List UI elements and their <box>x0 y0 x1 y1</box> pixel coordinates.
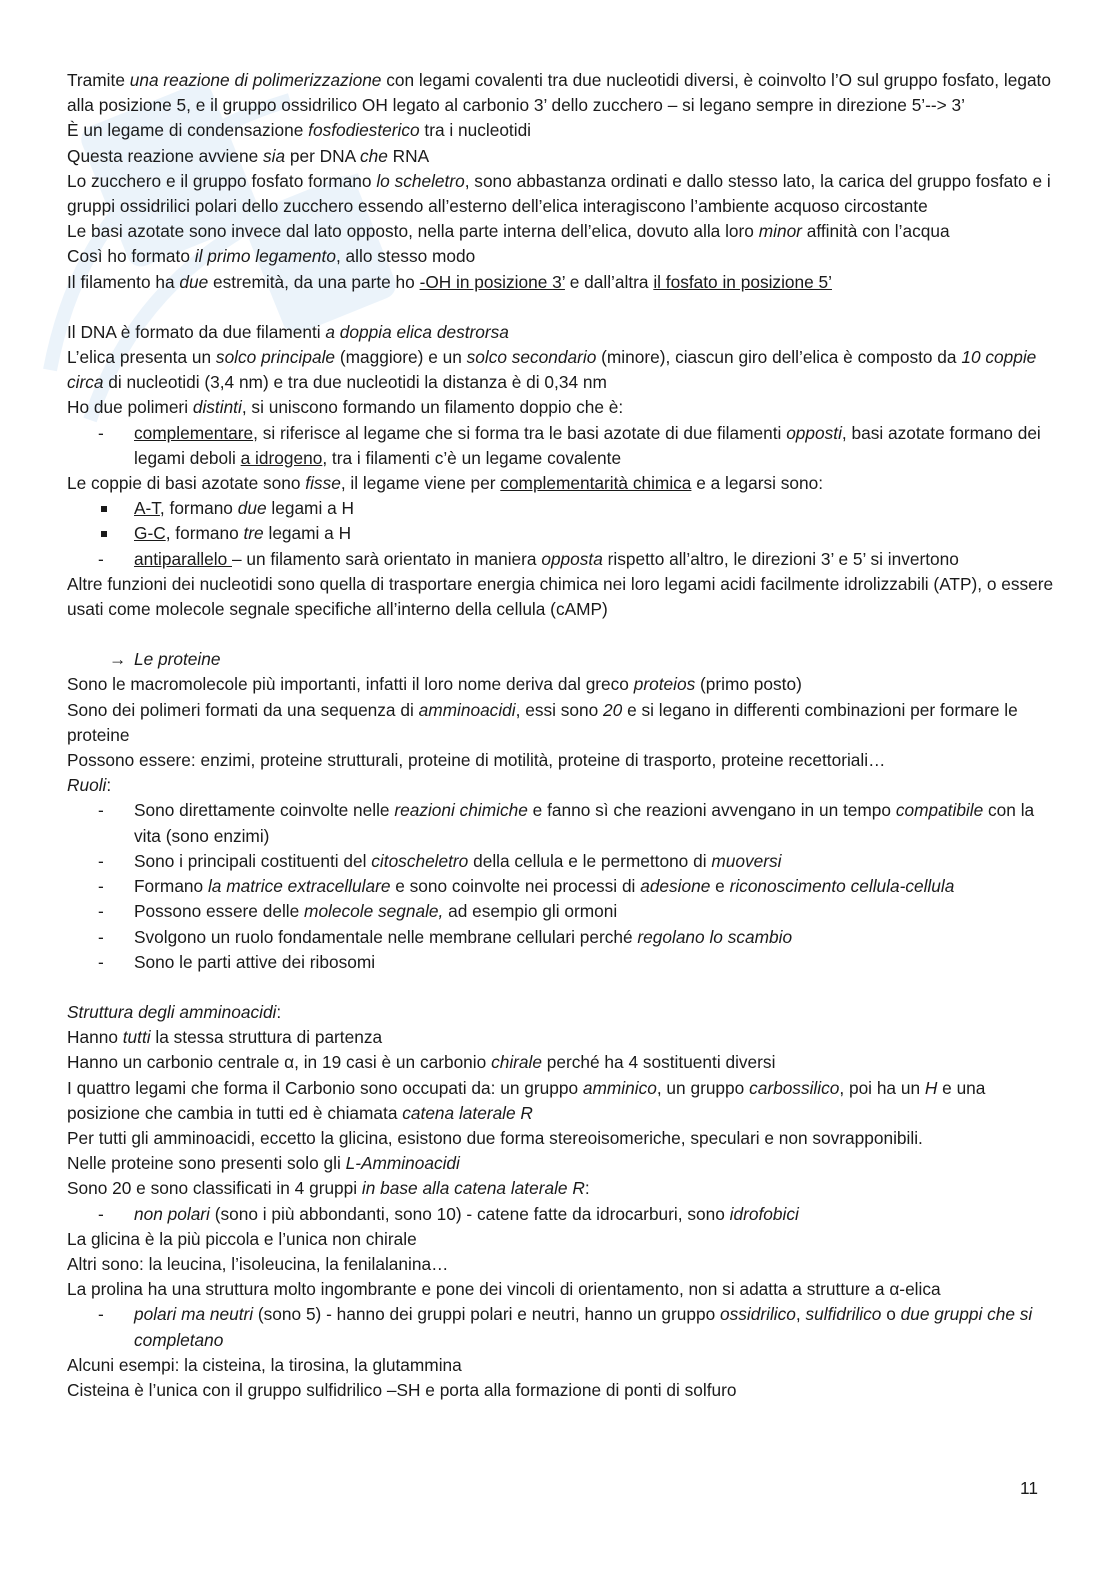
paragraph <box>67 572 1057 622</box>
underlined-text: -OH in posizione 3’ <box>419 271 565 292</box>
text-run: Le basi azotate sono invece dal lato opposto, nella parte interna dell’elica, dovuto alla loro <box>67 221 759 242</box>
arrow-icon: → <box>109 649 127 670</box>
text-run: tra i nucleotidi <box>419 120 532 141</box>
text-run: La glicina è la più piccola e l’unica non chirale <box>67 1228 417 1249</box>
paragraph <box>67 1252 1057 1277</box>
text-run: Sono 20 e sono classificati in 4 gruppi <box>67 1178 362 1199</box>
italic-text: 10 coppie circa <box>67 347 1037 393</box>
italic-text: Ruoli <box>67 775 107 796</box>
text-run: la stessa struttura di partenza <box>150 1027 383 1048</box>
text-run: di nucleotidi (3,4 nm) e tra due nucleotidi la distanza è di 0,34 nm <box>103 372 607 393</box>
text-run: Altri sono: la leucina, l’isoleucina, la fenilalanina… <box>67 1253 449 1274</box>
text-run: Il filamento ha <box>67 271 180 292</box>
italic-text: Struttura degli amminoacidi <box>67 1001 277 1022</box>
list-item <box>67 521 1057 546</box>
text-run: rispetto all’altro, le direzioni 3’ e 5’ si invertono <box>602 548 959 569</box>
underlined-text: antiparallelo <box>134 548 232 569</box>
text-run: Così ho formato <box>67 246 195 267</box>
paragraph <box>67 1277 1057 1302</box>
paragraph <box>67 1378 1057 1403</box>
text-run: legami a H <box>263 523 352 544</box>
italic-text: amminoacidi <box>418 699 516 720</box>
text-run: RNA <box>387 145 430 166</box>
paragraph <box>67 1126 1057 1151</box>
text-run: Nelle proteine sono presenti solo gli <box>67 1153 346 1174</box>
italic-text: solco principale <box>215 347 336 368</box>
text-run: Hanno un carbonio centrale α, in 19 casi è un carbonio <box>67 1052 492 1073</box>
italic-text: molecole segnale, <box>304 901 444 922</box>
italic-text: che <box>360 145 388 166</box>
text-run: , <box>795 1304 806 1325</box>
list-item <box>67 874 1057 899</box>
italic-text: due gruppi che si completano <box>134 1304 1033 1350</box>
italic-text: catena laterale R <box>402 1102 533 1123</box>
italic-text: distinti <box>192 397 242 418</box>
paragraph-gap <box>67 975 1057 1000</box>
italic-text: ossidrilico <box>720 1304 796 1325</box>
text-run: , formano <box>165 523 244 544</box>
text-run: , il legame viene per <box>340 473 501 494</box>
text-run: Possono essere delle <box>134 901 305 922</box>
paragraph <box>67 1151 1057 1176</box>
text-run: Alcuni esempi: la cisteina, la tirosina, la glutammina <box>67 1354 462 1375</box>
paragraph <box>67 1050 1057 1075</box>
text-run: Sono direttamente coinvolte nelle <box>134 800 395 821</box>
dash-bullet-icon: - <box>98 800 104 821</box>
underlined-text: il fosfato in posizione 5’ <box>653 271 832 292</box>
text-run: : <box>276 1001 282 1022</box>
italic-text: opposta <box>541 548 603 569</box>
underlined-text: complementare <box>134 422 254 443</box>
italic-text: Le proteine <box>134 649 221 670</box>
paragraph <box>67 1000 1057 1025</box>
italic-text: una reazione di polimerizzazione <box>129 70 382 90</box>
text-run: (maggiore) e un <box>335 347 467 368</box>
text-run: , sono abbastanza ordinati e dallo stesso lato, la carica del gruppo fosfato e i gruppi ossidrilici polari dello zucchero essendo all’esterno dell’elica interagiscono l’ambiente acquoso circostante <box>67 170 1051 217</box>
text-run: Possono essere: enzimi, proteine strutturali, proteine di motilità, proteine di trasporto, proteine recettoriali… <box>67 750 886 771</box>
text-run: perché ha 4 sostituenti diversi <box>541 1052 776 1073</box>
text-run: Sono i principali costituenti del <box>134 850 372 871</box>
text-run: con la vita (sono enzimi) <box>134 800 1035 846</box>
text-run: Sono le parti attive dei ribosomi <box>134 951 376 972</box>
text-run: – un filamento sarà orientato in maniera <box>232 548 542 569</box>
italic-text: a doppia elica destrorsa <box>325 321 509 342</box>
italic-text: compatibile <box>895 800 984 821</box>
text-run: legami a H <box>266 498 354 519</box>
text-run: , basi azotate formano dei legami deboli <box>134 422 1041 468</box>
text-run: affinità con l’acqua <box>801 221 950 242</box>
text-run: Altre funzioni dei nucleotidi sono quella di trasportare energia chimica nei loro legami acidi facilmente idrolizzabili (ATP), o essere usati come molecole segnale specifiche all’interno della cellula (cAMP) <box>67 573 1054 620</box>
dash-bullet-icon: - <box>98 850 104 871</box>
text-run: (primo posto) <box>695 674 802 695</box>
text-run: e fanno sì che reazioni avvengano in un tempo <box>527 800 896 821</box>
text-run: e sono coinvolte nei processi di <box>390 876 641 897</box>
text-run: , essi sono <box>515 699 604 720</box>
italic-text: il primo legamento <box>194 246 336 267</box>
dash-bullet-icon: - <box>98 1304 104 1325</box>
text-run: e <box>710 876 730 897</box>
text-run: , si riferisce al legame che si forma tra le basi azotate di due filamenti <box>253 422 787 443</box>
page-number: 11 <box>1020 1478 1038 1498</box>
paragraph <box>67 698 1057 748</box>
italic-text: opposti <box>786 422 842 443</box>
text-run: (minore), ciascun giro dell’elica è composto da <box>596 347 962 368</box>
paragraph <box>67 320 1057 345</box>
text-run: Hanno <box>67 1027 123 1048</box>
text-run: Svolgono un ruolo fondamentale nelle membrane cellulari perché <box>134 926 638 947</box>
italic-text: due <box>237 498 267 519</box>
list-item <box>67 547 1057 572</box>
underlined-text: complementarità chimica <box>500 473 692 494</box>
paragraph-gap <box>67 295 1057 320</box>
italic-text: carbossilico <box>749 1077 840 1098</box>
paragraph-gap <box>67 622 1057 647</box>
underlined-text: a idrogeno <box>240 447 323 468</box>
text-run: Per tutti gli amminoacidi, eccetto la glicina, esistono due forma stereoisomeriche, speculari e non sovrapponibili. <box>67 1127 923 1148</box>
text-run: , un gruppo <box>656 1077 750 1098</box>
text-run: Questa reazione avviene <box>67 145 263 166</box>
italic-text: sia <box>262 145 286 166</box>
text-run: Sono le macromolecole più importanti, infatti il loro nome deriva dal greco <box>67 674 634 695</box>
italic-text: non polari <box>134 1203 210 1224</box>
text-run: Tramite <box>67 70 130 90</box>
italic-text: solco secondario <box>466 347 597 368</box>
text-run: e a legarsi sono: <box>691 473 824 494</box>
dash-bullet-icon: - <box>98 1203 104 1224</box>
underlined-text: A-T <box>134 498 160 519</box>
italic-text: minor <box>758 221 802 242</box>
text-run: , poi ha un <box>839 1077 925 1098</box>
italic-text: tutti <box>122 1027 151 1048</box>
document-page <box>67 68 1057 1403</box>
text-run: Ho due polimeri <box>67 397 193 418</box>
list-item <box>67 849 1057 874</box>
text-run: per DNA <box>285 145 360 166</box>
italic-text: la matrice extracellulare <box>207 876 391 897</box>
underlined-text: G-C <box>134 523 166 544</box>
text-run: Il DNA è formato da due filamenti <box>67 321 326 342</box>
italic-text: reazioni chimiche <box>394 800 528 821</box>
text-run: Lo zucchero e il gruppo fosfato formano <box>67 170 377 191</box>
italic-text: 20 <box>603 699 623 720</box>
italic-text: fosfodiesterico <box>308 120 420 141</box>
text-run: della cellula e le permettono di <box>468 850 712 871</box>
italic-text: due <box>179 271 209 292</box>
text-run: La prolina ha una struttura molto ingombrante e pone dei vincoli di orientamento, non si adatta a strutture a α-elica <box>67 1279 941 1300</box>
italic-text: amminico <box>582 1077 657 1098</box>
paragraph <box>67 395 1057 420</box>
italic-text: sulfidrilico <box>805 1304 882 1325</box>
paragraph <box>67 773 1057 798</box>
italic-text: tre <box>243 523 264 544</box>
text-run: , tra i filamenti c’è un legame covalente <box>322 447 622 468</box>
text-run: Sono dei polimeri formati da una sequenza di <box>67 699 419 720</box>
list-item <box>67 421 1057 471</box>
italic-text: proteios <box>633 674 696 695</box>
text-run: ad esempio gli ormoni <box>443 901 618 922</box>
paragraph <box>67 169 1057 219</box>
dash-bullet-icon: - <box>98 422 104 443</box>
text-run: : <box>584 1178 590 1199</box>
text-run: con legami covalenti tra due nucleotidi diversi, è coinvolto l’O sul gruppo fosfato, legato alla posizione 5, e il gruppo ossidrilico OH legato al carbonio 3’ dello zucchero – si legano sempre in direzione 5’--> 3’ <box>67 70 1051 116</box>
italic-text: in base alla catena laterale R <box>361 1178 585 1199</box>
text-run: e si legano in differenti combinazioni per formare le proteine <box>67 699 1018 745</box>
text-run: , allo stesso modo <box>335 246 476 267</box>
italic-text: L-Amminoacidi <box>345 1153 460 1174</box>
text-run: L’elica presenta un <box>67 347 216 368</box>
text-run: Le coppie di basi azotate sono <box>67 473 306 494</box>
paragraph <box>67 672 1057 697</box>
dash-bullet-icon: - <box>98 548 104 569</box>
text-run: estremità, da una parte ho <box>208 271 420 292</box>
paragraph <box>67 1227 1057 1252</box>
dash-bullet-icon: - <box>98 926 104 947</box>
italic-text: regolano lo scambio <box>637 926 793 947</box>
italic-text: citoscheletro <box>371 850 469 871</box>
list-item <box>67 496 1057 521</box>
text-run: e dall’altra <box>564 271 654 292</box>
text-run: (sono i più abbondanti, sono 10) - catene fatte da idrocarburi, sono <box>209 1203 730 1224</box>
paragraph <box>67 748 1057 773</box>
paragraph <box>67 144 1057 169</box>
text-run: o <box>881 1304 901 1325</box>
text-run: , formano <box>159 498 238 519</box>
list-item <box>67 1202 1057 1227</box>
text-run: Formano <box>134 876 208 897</box>
dash-bullet-icon: - <box>98 951 104 972</box>
section-heading <box>67 647 1057 672</box>
paragraph <box>67 118 1057 143</box>
list-item <box>67 1302 1057 1352</box>
text-run: , si uniscono formando un filamento doppio che è: <box>241 397 624 418</box>
paragraph <box>67 270 1057 295</box>
italic-text: polari ma neutri <box>134 1304 254 1325</box>
list-item <box>67 899 1057 924</box>
text-run: (sono 5) - hanno dei gruppi polari e neutri, hanno un gruppo <box>253 1304 721 1325</box>
square-bullet-icon <box>101 531 107 537</box>
paragraph <box>67 471 1057 496</box>
italic-text: adesione <box>640 876 711 897</box>
italic-text: riconoscimento cellula-cellula <box>729 876 955 897</box>
dash-bullet-icon: - <box>98 901 104 922</box>
text-run: Cisteina è l’unica con il gruppo sulfidrilico –SH e porta alla formazione di ponti di solfuro <box>67 1379 737 1400</box>
list-item <box>67 925 1057 950</box>
text-run: I quattro legami che forma il Carbonio sono occupati da: un gruppo <box>67 1077 583 1098</box>
list-item <box>67 798 1057 848</box>
italic-text: idrofobici <box>729 1203 799 1224</box>
text-run: e una posizione che cambia in tutti ed è chiamata <box>67 1077 986 1123</box>
paragraph <box>67 1176 1057 1201</box>
italic-text: lo scheletro <box>376 170 465 191</box>
italic-text: chirale <box>491 1052 542 1073</box>
italic-text: muoversi <box>711 850 782 871</box>
italic-text: H <box>924 1077 938 1098</box>
square-bullet-icon <box>101 506 107 512</box>
paragraph <box>67 219 1057 244</box>
text-run: È un legame di condensazione <box>67 120 309 141</box>
paragraph <box>67 1353 1057 1378</box>
text-run: : <box>106 775 112 796</box>
list-item <box>67 950 1057 975</box>
paragraph <box>67 244 1057 269</box>
dash-bullet-icon: - <box>98 876 104 897</box>
italic-text: fisse <box>305 473 341 494</box>
paragraph <box>67 68 1057 118</box>
paragraph <box>67 345 1057 395</box>
paragraph <box>67 1025 1057 1050</box>
paragraph <box>67 1076 1057 1126</box>
